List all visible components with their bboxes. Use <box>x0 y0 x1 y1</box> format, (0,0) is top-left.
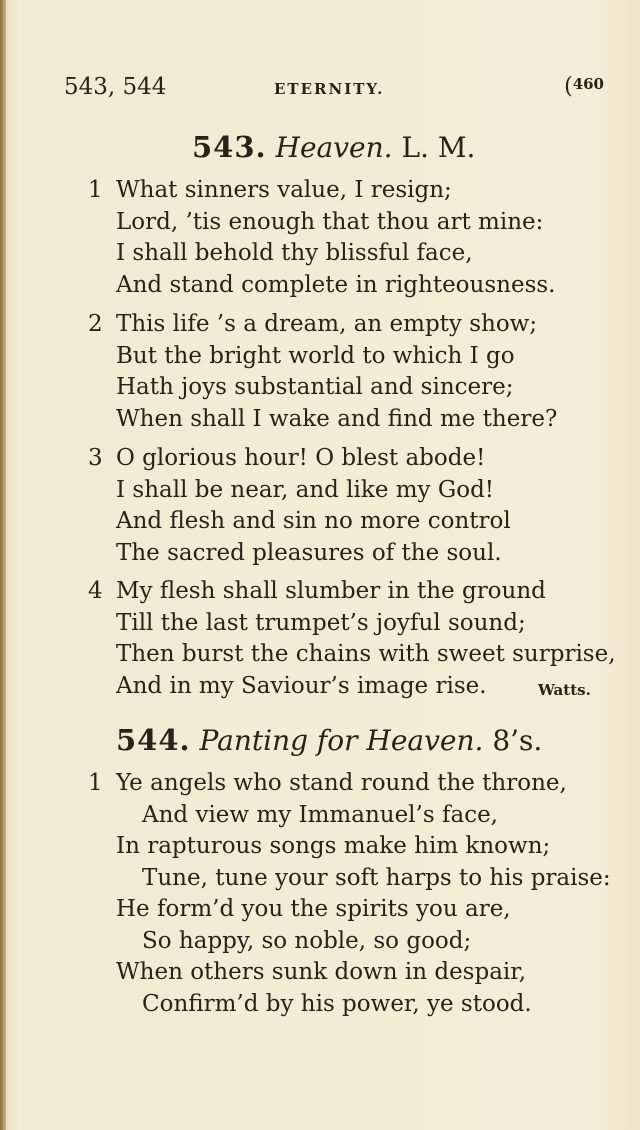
stanza-line <box>88 309 608 341</box>
verse-text: And in my Saviour’s image rise. <box>116 672 487 699</box>
hymn-title: Heaven. <box>275 131 393 164</box>
verse-text: And stand complete in righteousness. <box>116 271 556 298</box>
stanza-line <box>88 608 608 640</box>
stanza-line <box>88 443 608 475</box>
stanza-line <box>88 576 608 608</box>
hymn-heading-543 <box>192 130 475 164</box>
hymn-author-543: Watts. <box>538 681 591 699</box>
stanza-line <box>88 989 608 1021</box>
verse-text: Lord, ’tis enough that thou art mine: <box>116 208 544 235</box>
stanza-line <box>88 926 608 958</box>
verse-text: Till the last trumpet’s joyful sound; <box>116 609 526 636</box>
verse-text: O glorious hour! O blest abode! <box>116 445 486 471</box>
stanza-line <box>88 894 608 926</box>
verse-text: What sinners value, I resign; <box>116 177 452 203</box>
verse-text: In rapturous songs make him known; <box>116 833 551 859</box>
verse-text: And view my Immanuel’s face, <box>142 801 498 828</box>
verse-text: So happy, so noble, so good; <box>142 927 472 954</box>
hymn-heading-544 <box>116 723 542 757</box>
stanza-line <box>88 800 608 832</box>
stanza-line <box>88 238 608 270</box>
verse-text: This life ’s a dream, an empty show; <box>116 311 538 337</box>
stanza-line <box>88 538 608 570</box>
verse-text: I shall be near, and like my God! <box>116 476 495 503</box>
verse-text: When others sunk down in despair, <box>116 959 527 985</box>
stanza-line <box>88 175 608 207</box>
running-head-hymn-numbers: 543, 544 <box>64 74 167 100</box>
verse-text: Hath joys substantial and sincere; <box>116 374 514 400</box>
verse-number: 4 <box>88 578 103 604</box>
hymn-title: Panting for Heaven. <box>199 724 484 757</box>
verse-text: Then burst the chains with sweet surprise, <box>116 641 616 667</box>
stanza-line <box>88 207 608 239</box>
stanza-544-1 <box>88 768 611 1020</box>
verse-text: I shall behold thy blissful face, <box>116 240 473 266</box>
hymn-number: 543. <box>192 130 267 164</box>
page-number: 460 <box>572 75 604 93</box>
stanza-line <box>88 270 608 302</box>
stanza-543-2 <box>88 309 608 435</box>
stanza-line <box>88 475 608 507</box>
verse-number: 1 <box>88 770 103 796</box>
hymn-meter: L. M. <box>401 131 476 164</box>
stanza-line <box>88 639 616 671</box>
verse-text: But the bright world to which I go <box>116 342 515 369</box>
stanza-543-4 <box>88 576 616 702</box>
running-head <box>64 74 604 104</box>
stanza-543-1 <box>88 175 608 301</box>
stanza-line <box>88 404 608 436</box>
hymn-number: 544. <box>116 723 191 757</box>
hymn-meter: 8’s. <box>492 724 543 757</box>
verse-text: He form’d you the spirits you are, <box>116 896 511 922</box>
verse-text: Ye angels who stand round the throne, <box>116 770 567 796</box>
verse-text: The sacred pleasures of the soul. <box>116 539 502 566</box>
stanza-line <box>88 341 608 373</box>
stanza-line <box>88 372 608 404</box>
verse-text: When shall I wake and find me there? <box>116 405 558 432</box>
page-number-bracket: ( <box>564 74 573 99</box>
verse-text: Confirm’d by his power, ye stood. <box>142 990 532 1017</box>
stanza-line <box>88 957 608 989</box>
stanza-line <box>88 768 608 800</box>
stanza-line <box>88 831 608 863</box>
running-head-section-title: ETERNITY. <box>274 80 385 98</box>
running-head-page-number <box>564 74 604 99</box>
verse-number: 1 <box>88 177 103 203</box>
verse-text: My flesh shall slumber in the ground <box>116 578 546 604</box>
verse-number: 2 <box>88 311 103 337</box>
verse-number: 3 <box>88 445 103 471</box>
stanza-line <box>88 671 608 703</box>
stanza-line <box>88 506 608 538</box>
stanza-line <box>88 863 611 895</box>
page-spine-edge <box>0 0 6 1130</box>
verse-text: Tune, tune your soft harps to his praise: <box>142 864 611 891</box>
verse-text: And flesh and sin no more control <box>116 508 511 534</box>
stanza-543-3 <box>88 443 608 569</box>
